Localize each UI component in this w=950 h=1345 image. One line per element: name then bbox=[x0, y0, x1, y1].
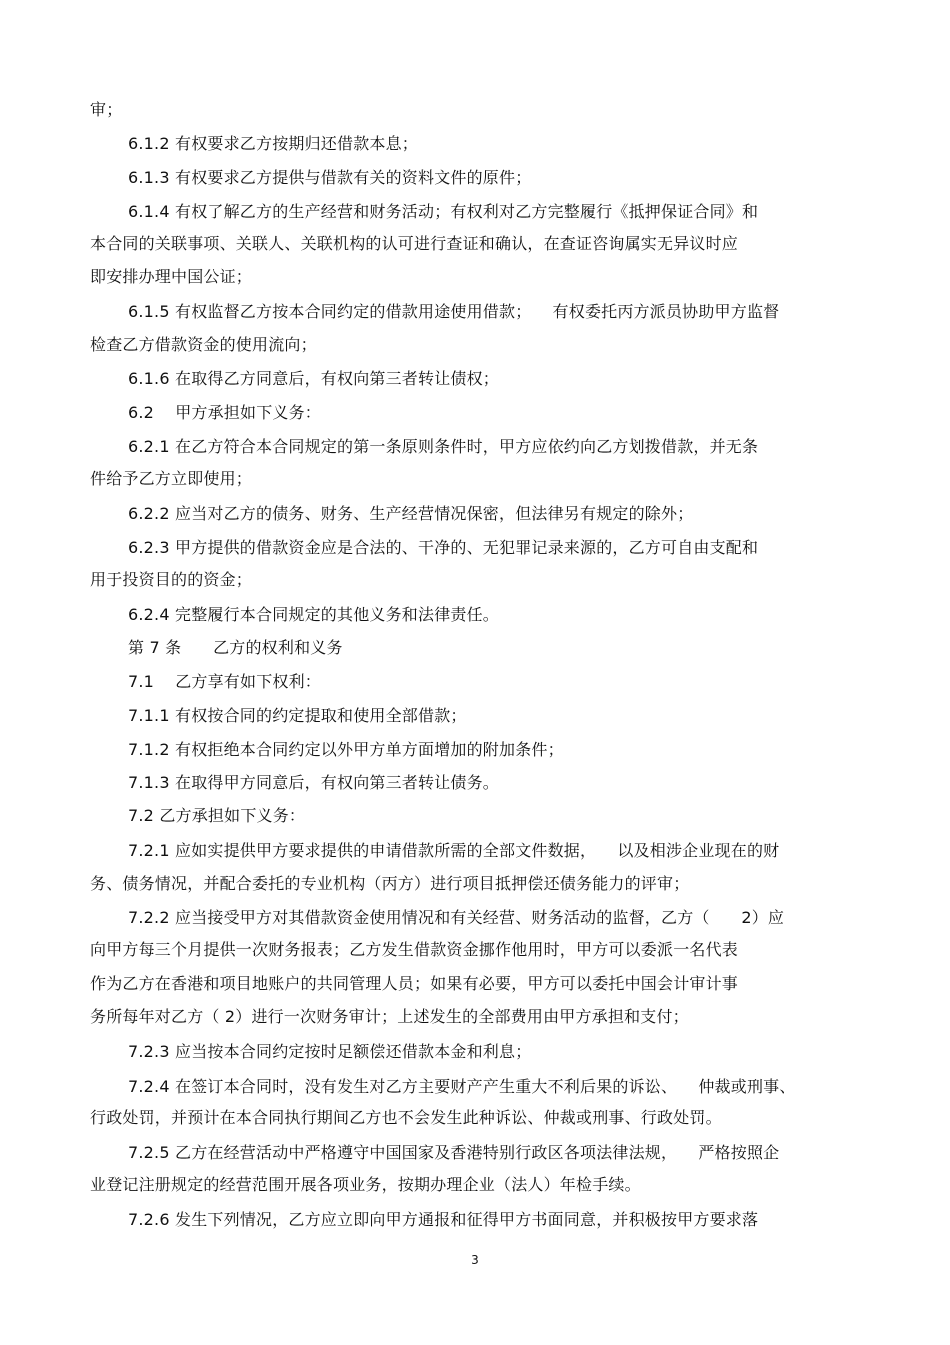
text-line: 检查乙方借款资金的使用流向； bbox=[90, 335, 317, 354]
text-line: 6.1.2 有权要求乙方按期归还借款本息； bbox=[128, 134, 418, 153]
text-line: 向甲方每三个月提供一次财务报表；乙方发生借款资金挪作他用时，甲方可以委派一名代表 bbox=[90, 940, 739, 959]
text-line: 本合同的关联事项、关联人、关联机构的认可进行查证和确认，在查证咨询属实无异议时应 bbox=[90, 234, 739, 253]
page-number: 3 bbox=[471, 1253, 479, 1267]
text-line: 件给予乙方立即使用； bbox=[90, 469, 253, 488]
text-line: 7.1 乙方享有如下权利： bbox=[128, 672, 321, 691]
text-line: 用于投资目的的资金； bbox=[90, 570, 253, 589]
text-line: 7.2.3 应当按本合同约定按时足额偿还借款本金和利息； bbox=[128, 1042, 532, 1061]
text-line: 第 7 条 乙方的权利和义务 bbox=[128, 638, 343, 657]
text-line: 6.1.6 在取得乙方同意后，有权向第三者转让债权； bbox=[128, 369, 499, 388]
text-line: 6.2.1 在乙方符合本合同规定的第一条原则条件时，甲方应依约向乙方划拨借款，并无条 bbox=[128, 437, 759, 456]
text-line: 7.1.2 有权拒绝本合同约定以外甲方单方面增加的附加条件； bbox=[128, 740, 564, 759]
text-line: 7.2.4 在签订本合同时，没有发生对乙方主要财产产生重大不利后果的诉讼、 仲裁或刑事、 bbox=[128, 1077, 796, 1096]
text-line: 6.1.4 有权了解乙方的生产经营和财务活动；有权利对乙方完整履行《抵押保证合同》和 bbox=[128, 202, 759, 221]
text-line: 6.2.3 甲方提供的借款资金应是合法的、干净的、无犯罪记录来源的，乙方可自由支配和 bbox=[128, 538, 759, 557]
text-line: 7.2.1 应如实提供甲方要求提供的申请借款所需的全部文件数据， 以及相涉企业现在的财 bbox=[128, 841, 780, 860]
text-line: 7.2.6 发生下列情况，乙方应立即向甲方通报和征得甲方书面同意，并积极按甲方要求落 bbox=[128, 1210, 759, 1229]
text-line: 6.2.2 应当对乙方的债务、财务、生产经营情况保密，但法律另有规定的除外； bbox=[128, 504, 694, 523]
text-line: 行政处罚，并预计在本合同执行期间乙方也不会发生此种诉讼、仲裁或刑事、行政处罚。 bbox=[90, 1108, 722, 1127]
text-line: 6.1.5 有权监督乙方按本合同约定的借款用途使用借款； 有权委托丙方派员协助甲方监督 bbox=[128, 302, 780, 321]
text-line: 7.1.1 有权按合同的约定提取和使用全部借款； bbox=[128, 706, 467, 725]
text-line: 即安排办理中国公证； bbox=[90, 267, 253, 286]
text-line: 作为乙方在香港和项目地账户的共同管理人员；如果有必要，甲方可以委托中国会计审计事 bbox=[90, 974, 739, 993]
text-line: 7.2.5 乙方在经营活动中严格遵守中国国家及香港特别行政区各项法律法规， 严格按照企 bbox=[128, 1143, 780, 1162]
text-line: 7.2 乙方承担如下义务： bbox=[128, 806, 306, 825]
text-line: 7.1.3 在取得甲方同意后，有权向第三者转让债务。 bbox=[128, 773, 499, 792]
text-line: 7.2.2 应当接受甲方对其借款资金使用情况和有关经营、财务活动的监督，乙方（ 2）应 bbox=[128, 908, 785, 927]
text-line: 6.2 甲方承担如下义务： bbox=[128, 403, 321, 422]
text-line: 6.2.4 完整履行本合同规定的其他义务和法律责任。 bbox=[128, 605, 499, 624]
text-line: 6.1.3 有权要求乙方提供与借款有关的资料文件的原件； bbox=[128, 168, 532, 187]
text-line: 审； bbox=[90, 100, 123, 119]
text-line: 务、债务情况，并配合委托的专业机构（丙方）进行项目抵押偿还债务能力的评审； bbox=[90, 874, 690, 893]
text-line: 务所每年对乙方（ 2）进行一次财务审计；上述发生的全部费用由甲方承担和支付； bbox=[90, 1007, 689, 1026]
text-line: 业登记注册规定的经营范围开展各项业务，按期办理企业（法人）年检手续。 bbox=[90, 1175, 641, 1194]
